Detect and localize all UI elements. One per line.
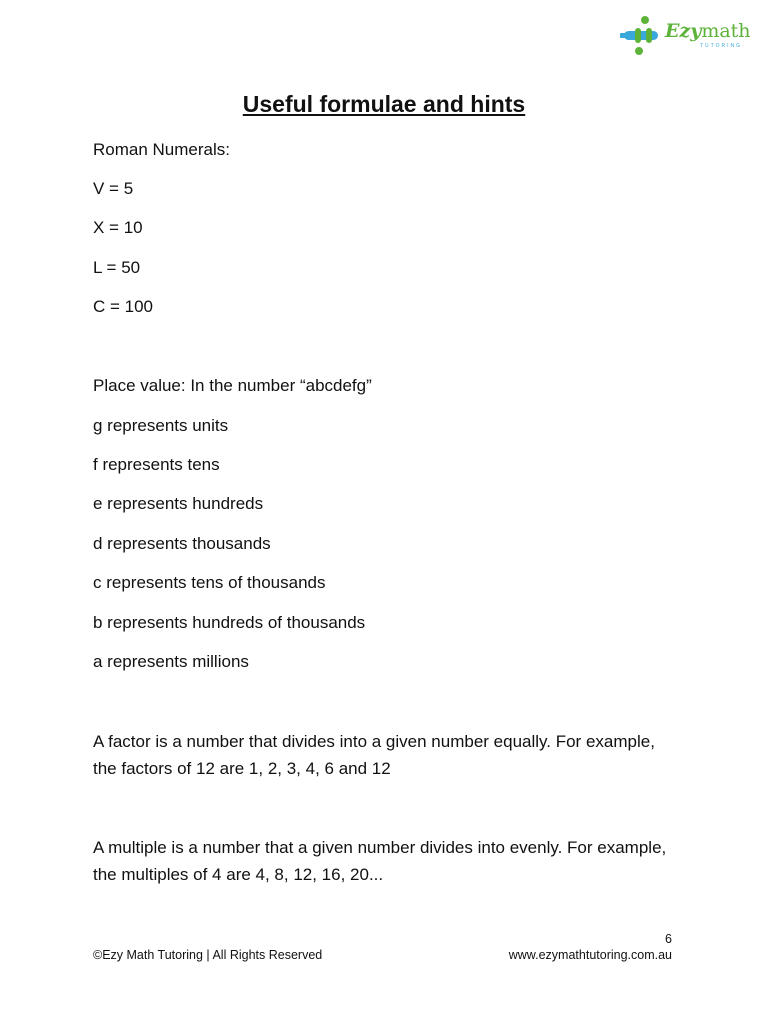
place-value-item: d represents thousands [93, 534, 271, 553]
multiple-definition: A multiple is a number that a given number divides into evenly. For example, the multiples of 4 are 4, 8, 12, 16, 20... [93, 838, 667, 884]
place-value-item: a represents millions [93, 652, 249, 671]
page-title: Useful formulae and hints [242, 91, 526, 117]
footer-copyright: ©Ezy Math Tutoring | All Rights Reserved [93, 948, 323, 962]
roman-item: C = 100 [93, 297, 154, 316]
logo-ezy: Ezy [665, 20, 702, 42]
logo-figure-icon [618, 14, 666, 58]
logo-tagline: TUTORING [700, 43, 743, 49]
factor-definition: A factor is a number that divides into a given number equally. For example, the factors of 12 are 1, 2, 3, 4, 6 and 12 [93, 732, 655, 778]
roman-item: L = 50 [93, 258, 141, 277]
roman-item: V = 5 [93, 179, 134, 198]
roman-numerals-heading: Roman Numerals: [93, 140, 230, 159]
logo-math: math [701, 20, 751, 42]
place-value-item: e represents hundreds [93, 494, 264, 513]
place-value-item: f represents tens [93, 455, 220, 474]
roman-item: X = 10 [93, 218, 143, 237]
footer-website: www.ezymathtutoring.com.au [508, 948, 672, 962]
place-value-heading: Place value: In the number “abcdefg” [93, 376, 372, 395]
ezymath-logo [618, 14, 753, 58]
logo-wordmark [665, 20, 751, 42]
place-value-item: g represents units [93, 416, 229, 435]
place-value-item: b represents hundreds of thousands [93, 613, 366, 632]
page-number: 6 [665, 932, 672, 946]
place-value-item: c represents tens of thousands [93, 573, 326, 592]
